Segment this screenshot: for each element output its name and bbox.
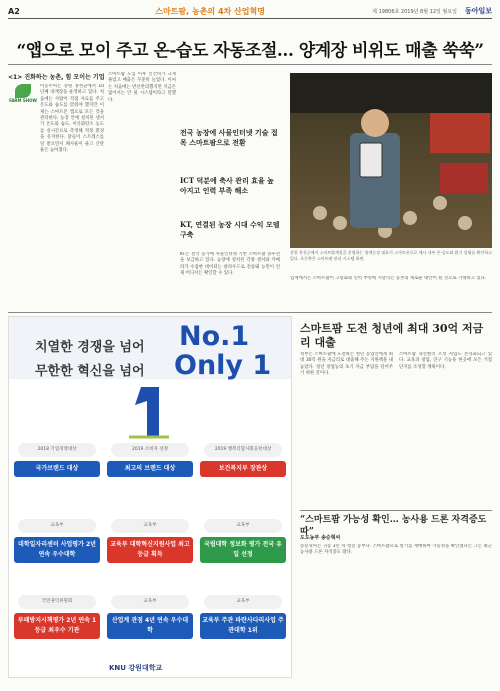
- award-emblem: 교육부: [204, 519, 282, 533]
- photo-caption: 강원 홍천군에서 스마트양계장을 운영하는 양계농장 대표가 스마트폰으로 계사 내부 온·습도와 환기 상태를 확인하고 있다. 오른쪽은 스마트팜 관리 시스템 화면.: [290, 250, 492, 261]
- award-badge: [14, 595, 100, 665]
- page-header: [8, 4, 492, 19]
- ad-slogan-1: 치열한 경쟁을 넘어: [35, 340, 145, 355]
- ad-slogan-2: 무한한 혁신을 넘어: [35, 364, 145, 379]
- right-headline-1: 스마트팜 도전 청년에 최대 30억 저금리 대출: [300, 322, 484, 349]
- number-one-graphic: [119, 383, 179, 441]
- award-badge: [200, 443, 286, 513]
- page-number: A2: [8, 6, 20, 16]
- award-emblem: 2018 기업경영대상: [18, 443, 96, 457]
- col1-text: 이동주씨는 강원 홍천군에서 10년째 양계장을 운영하고 있다. 처음에는 사람이 직접 사료를 주고 온도와 습도를 맞춰야 했지만 이제는 스마트폰 앱으로 모든 것을 관리한다. 농장 안에 설치된 센서가 온도와 습도, 이산화탄소 농도를 실시간으로 측정해 적정 환경을 유지한다. 닭들이 스트레스를 덜 받으면서 폐사율이 줄고 산란율은 높아졌다.: [40, 84, 104, 154]
- news-photo: [290, 73, 492, 248]
- right-subhead-2: 도도농부 송승혁씨: [300, 535, 341, 541]
- award-emblem: 국민권익위원회: [18, 595, 96, 609]
- award-label: 국립대학 정보화 평가 전국 유일 선정: [200, 537, 286, 563]
- award-label: 부패방지시책평가 2년 연속 1등급 최우수 기관: [14, 613, 100, 639]
- award-badge: [200, 595, 286, 665]
- right-article-1a: [300, 352, 393, 502]
- awards-grid: [14, 443, 286, 665]
- farm-show-logo: [9, 84, 37, 114]
- award-badge: [107, 595, 193, 665]
- leaf-icon: [15, 84, 31, 98]
- subhead-2: ICT 덕분에 축사 관리 효율 높아지고 인력 부족 해소: [180, 176, 274, 195]
- award-label: 대학일자리센터 사업평가 2년 연속 우수대학: [14, 537, 100, 563]
- award-label: 교육부 대학혁신지원사업 최고 등급 획득: [107, 537, 193, 563]
- article-column-1: [40, 84, 104, 304]
- article-column-3: [180, 252, 280, 304]
- subhead-1: 전국 농장에 사물인터넷 기술 접목 스마트팜으로 전환: [180, 128, 278, 147]
- r1-text: 정부는 스마트팜에 도전하는 청년 농업인에게 최대 30억 원을 저금리로 대출해 주는 지원책을 내놓았다. 청년 창업농의 초기 자금 부담을 덜어주기 위한 것이다.: [300, 352, 393, 377]
- award-badge: [107, 443, 193, 513]
- newspaper-name: 동아일보: [464, 7, 492, 15]
- right-article-1b: [399, 352, 492, 502]
- col3-text: KT는 전국 농가에 사물인터넷 기반 스마트팜 솔루션을 보급하고 있다. 농장에 설치된 각종 센서와 카메라가 수집한 데이터는 클라우드로 전송돼 농민이 언제 어디서든 확인할 수 있다.: [180, 252, 280, 277]
- col4-text: 업계에서는 스마트팜이 고령화와 인력 부족에 시달리는 농촌의 새로운 대안이 될 것으로 기대하고 있다.: [290, 276, 487, 281]
- award-badge: [14, 443, 100, 513]
- award-label: 보건복지부 장관상: [200, 461, 286, 477]
- ad-only1: Only 1: [174, 350, 272, 381]
- right-headline-2: “스마트팜 가능성 확인… 농사용 드론 자격증도 따”: [300, 515, 487, 537]
- award-emblem: 교육부: [204, 595, 282, 609]
- logo-text: FARM SHOW: [9, 98, 37, 103]
- right-article-2: [300, 544, 492, 676]
- award-emblem: 교육부: [18, 519, 96, 533]
- award-badge: [14, 519, 100, 589]
- divider: [300, 510, 492, 511]
- main-headline: “앱으로 모이 주고 온-습도 자동조절… 양계장 비위도 매출 쑥쑥”: [16, 41, 484, 61]
- issue-date: 제 19806호 2019년 8월 12일 월요일: [372, 8, 457, 15]
- subhead-3: KT, 연결된 농장 시대 수익 모델 구축: [180, 220, 280, 239]
- chicken-farm-photo: [290, 73, 492, 248]
- university-advertisement: [8, 316, 292, 678]
- article-column-4: [290, 276, 492, 310]
- award-label: 국가브랜드 대상: [14, 461, 100, 477]
- university-logo: KNU 강원대학교: [109, 664, 163, 672]
- award-badge: [107, 519, 193, 589]
- award-emblem: 교육부: [111, 595, 189, 609]
- award-emblem: 교육부: [111, 519, 189, 533]
- col2-text: 스마트팜 도입 이후 인건비가 크게 줄었고 매출은 꾸준히 늘었다. 이씨는 처음에는 반신반의했지만 지금은 없어서는 안 될 시스템이라고 말했다.: [108, 72, 176, 103]
- divider: [8, 64, 492, 65]
- award-emblem: 2019 행복더함사회공헌대상: [204, 443, 282, 457]
- section-title: 스마트팜, 농촌의 4차 산업혁명: [155, 6, 265, 16]
- ad-no1: No.1: [179, 321, 250, 352]
- award-badge: [200, 519, 286, 589]
- award-emblem: 2019 소비자 선정: [111, 443, 189, 457]
- r3-text: 송승혁씨는 귀농 3년 차 청년 농부다. 스마트팜으로 딸기를 재배하며 가능성을 확인했다는 그는 최근 농사용 드론 자격증도 땄다.: [300, 544, 492, 556]
- award-label: 교육부 주관 파란사다리사업 주관대학 1위: [200, 613, 286, 639]
- award-label: 산업계 관점 4년 연속 우수대학: [107, 613, 193, 639]
- r2-text: 스마트팜 혁신밸리 조성 사업도 본격화되고 있다. 교육과 창업, 연구 기능을 한곳에 모은 거점 단지를 조성할 계획이다.: [399, 352, 492, 370]
- divider: [8, 312, 492, 313]
- article-column-2: [108, 72, 176, 304]
- series-title: <1> 진화하는 농촌, 힘 모이는 기업: [8, 74, 105, 81]
- award-label: 최고의 브랜드 대상: [107, 461, 193, 477]
